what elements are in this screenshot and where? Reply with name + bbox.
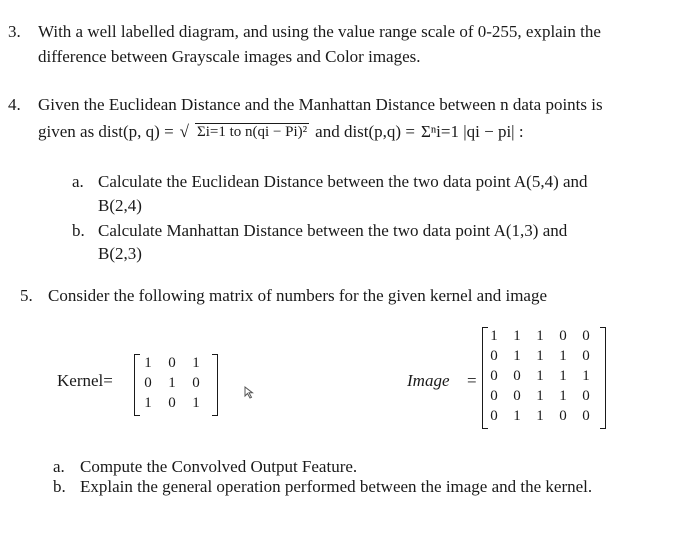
image-cell: 0 [490, 348, 498, 364]
image-cell: 1 [582, 368, 590, 384]
question-4b-label: b. [72, 221, 85, 240]
image-cell: 1 [559, 348, 567, 364]
formula-mid: and dist(p,q) = [315, 122, 415, 141]
image-cell: 1 [536, 328, 544, 344]
image-cell: 0 [582, 348, 590, 364]
image-cell: 1 [536, 368, 544, 384]
kernel-cell: 1 [144, 395, 152, 411]
question-4a-line-1: Calculate the Euclidean Distance between the two data point A(5,4) and [98, 172, 588, 191]
image-cell: 0 [490, 408, 498, 424]
kernel-cell: 0 [168, 395, 176, 411]
sqrt-symbol-icon: √ [179, 122, 189, 141]
image-cell: 0 [513, 388, 521, 404]
kernel-cell: 1 [192, 395, 200, 411]
image-equals: = [467, 371, 477, 390]
image-cell: 0 [490, 388, 498, 404]
question-5b-text: Explain the general operation performed between the image and the kernel. [80, 477, 593, 496]
image-cell: 1 [536, 348, 544, 364]
kernel-right-bracket [212, 354, 218, 416]
image-matrix [486, 326, 594, 426]
image-cell: 1 [513, 328, 521, 344]
kernel-cell: 1 [192, 355, 200, 371]
image-cell: 1 [536, 388, 544, 404]
kernel-cell: 0 [168, 355, 176, 371]
question-5a-text: Compute the Convolved Output Feature. [80, 457, 358, 476]
image-cell: 1 [559, 368, 567, 384]
image-cell: 0 [582, 328, 590, 344]
mouse-cursor-icon [243, 384, 257, 404]
question-4b-line-2: B(2,3) [98, 244, 142, 263]
image-cell: 0 [490, 368, 498, 384]
image-cell: 0 [513, 368, 521, 384]
question-5-text: Consider the following matrix of numbers for the given kernel and image [48, 286, 548, 305]
image-cell: 1 [536, 408, 544, 424]
formula-prefix: given as dist(p, q) = [38, 122, 174, 141]
kernel-cell: 0 [192, 375, 200, 391]
manhattan-formula: Σⁿi=1 |qi − pi| : [420, 122, 524, 141]
question-4-number: 4. [8, 95, 21, 114]
kernel-cell: 0 [144, 375, 152, 391]
image-right-bracket [600, 327, 606, 429]
question-4a-line-2: B(2,4) [98, 196, 142, 215]
kernel-cell: 1 [144, 355, 152, 371]
image-cell: 0 [559, 328, 567, 344]
question-4-line-1: Given the Euclidean Distance and the Manhattan Distance between n data points is [38, 95, 603, 114]
kernel-label: Kernel= [57, 371, 113, 390]
question-3-line-1: With a well labelled diagram, and using the value range scale of 0-255, explain the [38, 22, 601, 41]
question-4b-line-1: Calculate Manhattan Distance between the two data point A(1,3) and [98, 221, 568, 240]
image-label: Image [407, 371, 450, 390]
image-cell: 1 [559, 388, 567, 404]
question-4-formula-line [38, 122, 524, 142]
image-cell: 0 [582, 408, 590, 424]
image-cell: 0 [582, 388, 590, 404]
kernel-cell: 1 [168, 375, 176, 391]
question-3-line-2: difference between Grayscale images and Color images. [38, 47, 421, 66]
question-5b-label: b. [53, 477, 66, 496]
question-5-number: 5. [20, 286, 33, 305]
euclidean-formula: Σi=1 to n(qi − Pi)² [197, 124, 308, 140]
image-cell: 1 [513, 408, 521, 424]
kernel-matrix [139, 353, 205, 413]
question-4a-label: a. [72, 172, 84, 191]
question-5a-label: a. [53, 457, 65, 476]
image-cell: 1 [513, 348, 521, 364]
question-3-number: 3. [8, 22, 21, 41]
image-cell: 0 [559, 408, 567, 424]
image-cell: 1 [490, 328, 498, 344]
